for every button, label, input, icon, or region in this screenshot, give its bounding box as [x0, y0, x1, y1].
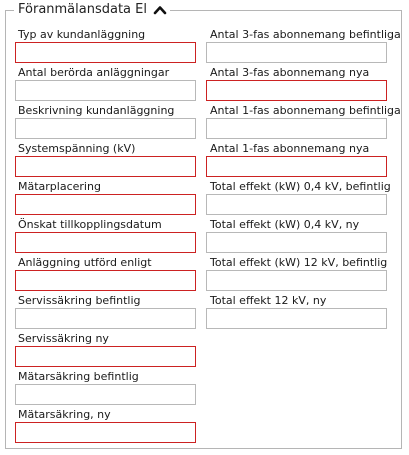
input-total-effekt-04kv-ny[interactable]: [206, 232, 387, 253]
input-antal-1fas-nya[interactable]: [206, 156, 387, 177]
label-typ-av-kundanlaggning: Typ av kundanläggning: [18, 28, 146, 41]
input-total-effekt-12kv-befintlig[interactable]: [206, 270, 387, 291]
label-matarsakring-ny: Mätarsäkring, ny: [18, 408, 111, 421]
label-antal-3fas-befintliga: Antal 3-fas abonnemang befintliga: [210, 28, 401, 41]
label-antal-3fas-nya: Antal 3-fas abonnemang nya: [210, 66, 370, 79]
legend-title: Föranmälansdata El: [18, 2, 147, 17]
input-matarplacering[interactable]: [15, 194, 196, 215]
input-matarsakring-befintlig[interactable]: [15, 384, 196, 405]
input-servissakring-ny[interactable]: [15, 346, 196, 367]
label-systemspanning: Systemspänning (kV): [18, 142, 136, 155]
label-anlaggning-utford-enligt: Anläggning utförd enligt: [18, 256, 152, 269]
label-matarsakring-befintlig: Mätarsäkring befintlig: [18, 370, 139, 383]
label-total-effekt-12kv-ny: Total effekt 12 kV, ny: [210, 294, 327, 307]
chevron-up-icon[interactable]: [153, 3, 167, 17]
input-antal-3fas-befintliga[interactable]: [206, 42, 387, 63]
label-total-effekt-04kv-befintlig: Total effekt (kW) 0,4 kV, befintlig: [210, 180, 391, 193]
label-beskrivning-kundanlaggning: Beskrivning kundanläggning: [18, 104, 175, 117]
label-antal-1fas-befintliga: Antal 1-fas abonnemang befintliga: [210, 104, 401, 117]
input-anlaggning-utford-enligt[interactable]: [15, 270, 196, 291]
input-total-effekt-04kv-befintlig[interactable]: [206, 194, 387, 215]
label-antal-1fas-nya: Antal 1-fas abonnemang nya: [210, 142, 370, 155]
input-total-effekt-12kv-ny[interactable]: [206, 308, 387, 329]
label-matarplacering: Mätarplacering: [18, 180, 101, 193]
input-typ-av-kundanlaggning[interactable]: [15, 42, 196, 63]
input-systemspanning[interactable]: [15, 156, 196, 177]
label-total-effekt-12kv-befintlig: Total effekt (kW) 12 kV, befintlig: [210, 256, 388, 269]
input-beskrivning-kundanlaggning[interactable]: [15, 118, 196, 139]
input-onskat-tillkopplingsdatum[interactable]: [15, 232, 196, 253]
fieldset-legend[interactable]: [14, 1, 170, 19]
input-antal-berorda-anlaggningar[interactable]: [15, 80, 196, 101]
input-servissakring-befintlig[interactable]: [15, 308, 196, 329]
input-antal-3fas-nya[interactable]: [206, 80, 387, 101]
input-antal-1fas-befintliga[interactable]: [206, 118, 387, 139]
input-matarsakring-ny[interactable]: [15, 422, 196, 443]
label-onskat-tillkopplingsdatum: Önskat tillkopplingsdatum: [18, 218, 162, 231]
label-antal-berorda-anlaggningar: Antal berörda anläggningar: [18, 66, 170, 79]
label-servissakring-befintlig: Servissäkring befintlig: [18, 294, 141, 307]
label-servissakring-ny: Servissäkring ny: [18, 332, 109, 345]
label-total-effekt-04kv-ny: Total effekt (kW) 0,4 kV, ny: [210, 218, 360, 231]
